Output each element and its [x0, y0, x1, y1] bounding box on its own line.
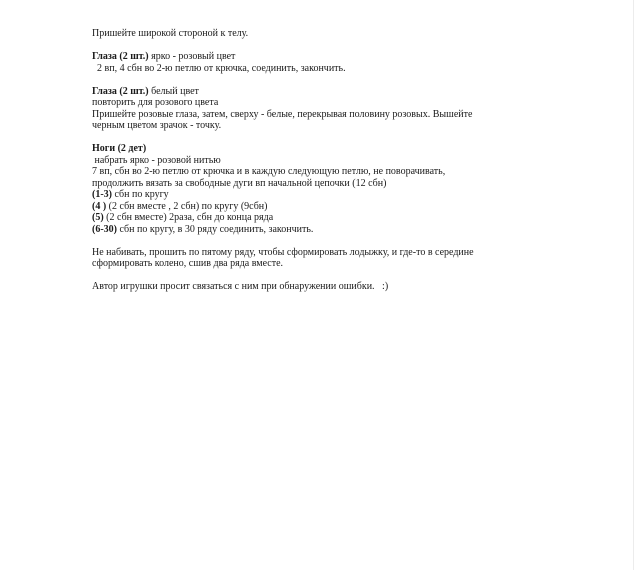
legs-row-3-text: (2 сбн вместе) 2раза, сбн до конца ряда: [103, 212, 274, 223]
legs-row-1: [92, 189, 512, 201]
legs-line-2: 7 вп, сбн во 2-ю петлю от крючка и в каждую следующую петлю, не поворачивать,: [92, 166, 446, 177]
section-eyes-pink-heading: [92, 51, 512, 63]
legs-row-4: [92, 224, 512, 236]
paragraph-attach: Пришейте широкой стороной к телу.: [92, 28, 249, 39]
eyes-white-line-3: черным цветом зрачок - точку.: [92, 120, 222, 131]
section-eyes-white-heading: [92, 86, 512, 98]
legs-row-4-text: сбн по кругу, в 30 ряду соединить, закончить.: [117, 223, 314, 235]
eyes-pink-instructions: 2 вп, 4 сбн во 2-ю петлю от крючка, соединить, закончить.: [92, 62, 346, 74]
legs-row-2: [92, 201, 512, 213]
note-line-2: сформировать колено, сшив два ряда вместе.: [92, 258, 284, 269]
eyes-pink-title: Глаза (2 шт.): [92, 51, 149, 62]
legs-line-3: продолжить вязать за свободные дуги вп начальной цепочки (12 сбн): [92, 177, 387, 189]
legs-row-1-label: (1-3): [92, 189, 112, 200]
page-edge: [633, 0, 634, 570]
legs-row-2-text: (2 сбн вместе , 2 сбн) по кругу (9сбн): [106, 200, 268, 212]
legs-row-4-label: (6-30): [92, 223, 117, 235]
legs-row-2-label: (4 ): [92, 200, 107, 212]
legs-row-1-text: сбн по кругу: [112, 189, 169, 200]
eyes-white-title: Глаза (2 шт.): [92, 85, 149, 97]
author-note: Автор игрушки просит связаться с ним при обнаружении ошибки. :): [92, 281, 389, 292]
eyes-white-color: белый цвет: [148, 85, 199, 97]
note-line-1: Не набивать, прошить по пятому ряду, чтобы сформировать лодыжку, и где-то в середине: [92, 246, 474, 258]
legs-title: Ноги (2 дет): [92, 143, 147, 154]
eyes-pink-color: ярко - розовый цвет: [148, 51, 236, 62]
eyes-white-line-1: повторить для розового цвета: [92, 97, 219, 108]
legs-line-1: набрать ярко - розовой нитью: [92, 154, 221, 166]
document-page: [92, 28, 512, 293]
eyes-white-line-2: Пришейте розовые глаза, затем, сверху - белые, перекрывая половину розовых. Вышейте: [92, 108, 473, 120]
legs-row-3-label: (5): [92, 212, 104, 223]
legs-row-3: [92, 212, 512, 224]
section-legs-heading: [92, 143, 512, 155]
